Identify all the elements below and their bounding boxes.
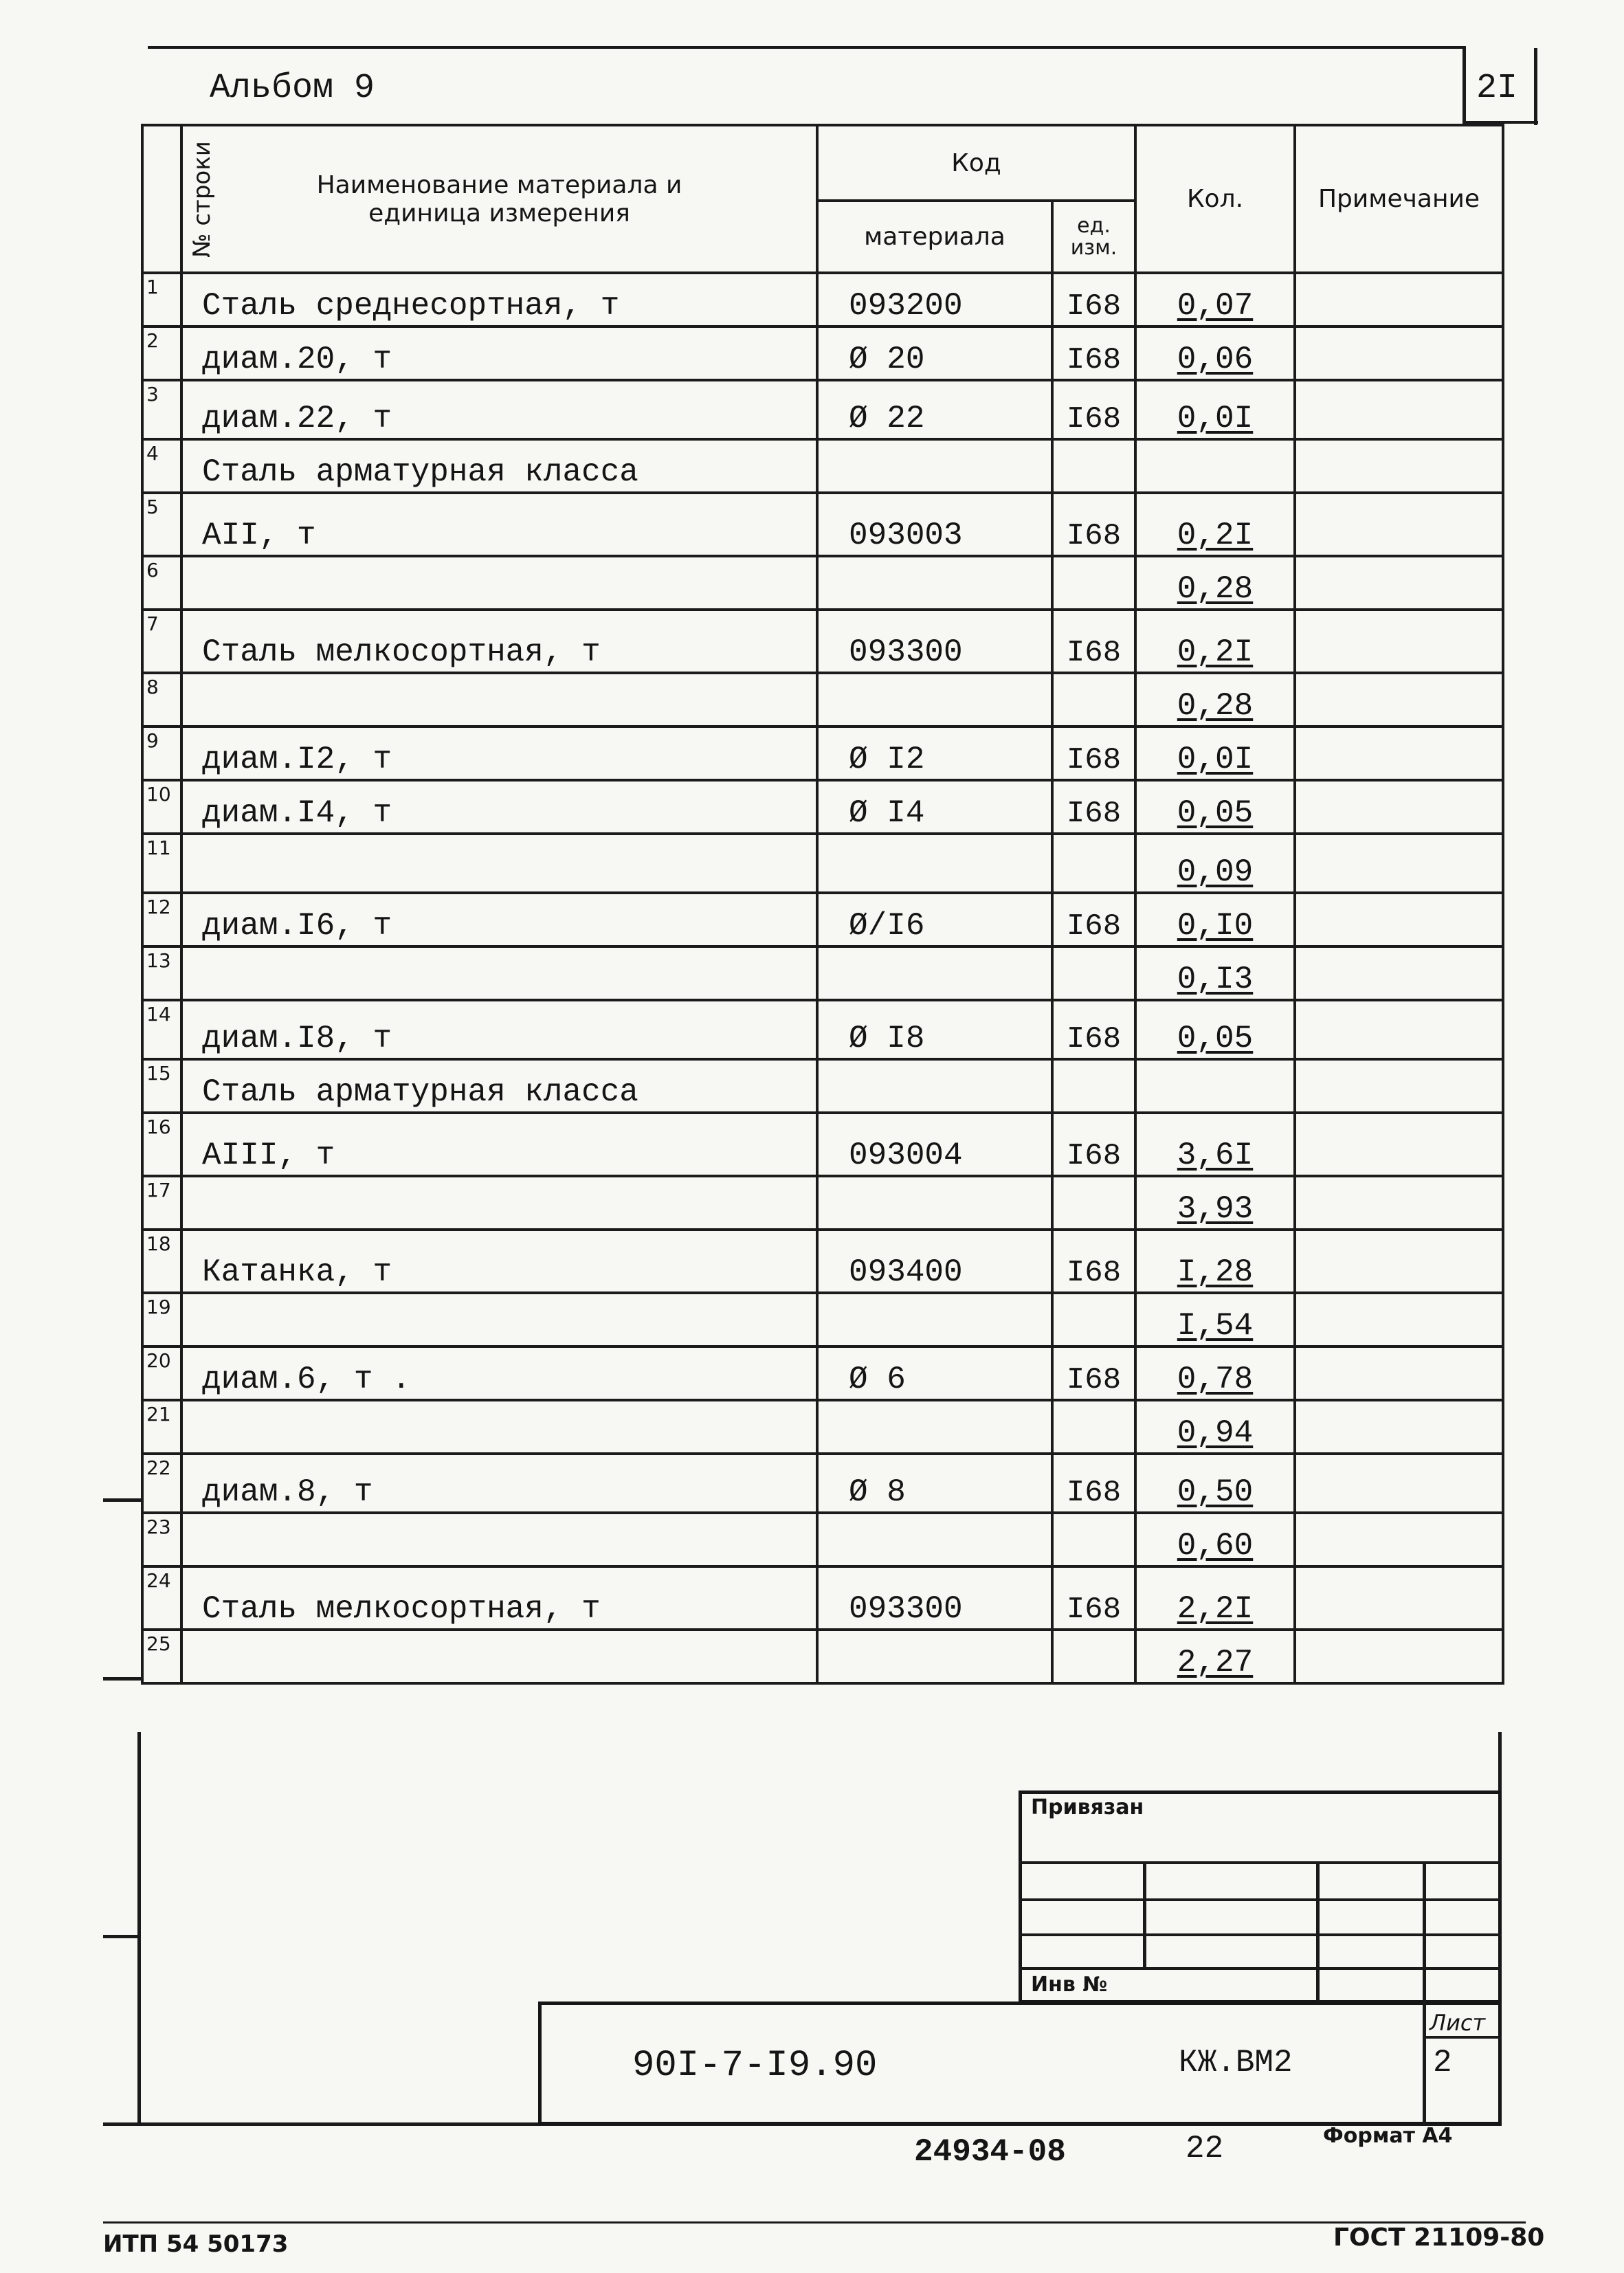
material-code [817, 556, 1052, 610]
row-number: 11 [142, 834, 181, 893]
note [1295, 1346, 1503, 1400]
quantity: I,28 [1135, 1230, 1295, 1293]
material-name [181, 1513, 817, 1566]
material-name: Катанка, т [181, 1230, 817, 1293]
sheet-label: Лист [1430, 2010, 1486, 2036]
note [1295, 1630, 1503, 1683]
table-row [142, 1059, 1503, 1113]
material-code [817, 1513, 1052, 1566]
page-index: 22 [1186, 2131, 1224, 2166]
quantity: 0,94 [1135, 1400, 1295, 1454]
unit-code [1052, 1630, 1135, 1683]
material-name [181, 946, 817, 1000]
col-header-code-unit: ед. изм. [1052, 201, 1135, 273]
unit-code: I68 [1052, 380, 1135, 439]
top-rule [148, 46, 1462, 49]
quantity [1135, 439, 1295, 493]
row-number: 19 [142, 1293, 181, 1346]
material-name: Сталь арматурная класса [181, 439, 817, 493]
unit-code: I68 [1052, 610, 1135, 673]
material-code [817, 1400, 1052, 1454]
material-code [817, 439, 1052, 493]
quantity: 0,06 [1135, 326, 1295, 380]
unit-code [1052, 1400, 1135, 1454]
table-row [142, 1454, 1503, 1513]
quantity: 0,60 [1135, 1513, 1295, 1566]
unit-code: I68 [1052, 780, 1135, 834]
unit-code [1052, 1293, 1135, 1346]
quantity: I,54 [1135, 1293, 1295, 1346]
note [1295, 1566, 1503, 1630]
unit-code: I68 [1052, 1113, 1135, 1176]
table-row [142, 1400, 1503, 1454]
unit-code [1052, 439, 1135, 493]
table-row [142, 326, 1503, 380]
material-code: 093300 [817, 610, 1052, 673]
material-name: диам.6, т . [181, 1346, 817, 1400]
note [1295, 1059, 1503, 1113]
row-number: 3 [142, 380, 181, 439]
inventory-label: Инв № [1031, 1973, 1108, 1997]
note [1295, 834, 1503, 893]
note [1295, 380, 1503, 439]
row-number: 10 [142, 780, 181, 834]
sheet-label-rule [1423, 2036, 1502, 2039]
note [1295, 1000, 1503, 1059]
col-header-qty: Кол. [1135, 125, 1295, 273]
binding-grid-line [1019, 1967, 1502, 1970]
material-code: Ø I2 [817, 727, 1052, 780]
col-header-name: Наименование материала и единица измерения [181, 125, 817, 273]
unit-code: I68 [1052, 1346, 1135, 1400]
row-number: 18 [142, 1230, 181, 1293]
format-label: Формат А4 [1323, 2124, 1453, 2148]
quantity: 3,6I [1135, 1113, 1295, 1176]
note [1295, 946, 1503, 1000]
material-name: диам.20, т [181, 326, 817, 380]
unit-code [1052, 1059, 1135, 1113]
row-number: 21 [142, 1400, 181, 1454]
material-name [181, 1400, 817, 1454]
material-code [817, 1630, 1052, 1683]
unit-code [1052, 556, 1135, 610]
quantity: 0,50 [1135, 1454, 1295, 1513]
unit-code: I68 [1052, 1566, 1135, 1630]
footer-rule [103, 2221, 1526, 2224]
unit-code: I68 [1052, 1000, 1135, 1059]
col-header-code: Код [817, 125, 1135, 201]
material-name: Сталь мелкосортная, т [181, 610, 817, 673]
unit-code [1052, 834, 1135, 893]
quantity: 0,28 [1135, 673, 1295, 727]
material-name: АII, т [181, 493, 817, 556]
table-row [142, 273, 1503, 326]
printer-code: ИТП 54 50173 [103, 2230, 289, 2258]
row-number: 9 [142, 727, 181, 780]
binding-label: Привязан [1031, 1795, 1144, 1819]
note [1295, 1454, 1503, 1513]
material-name: диам.I8, т [181, 1000, 817, 1059]
unit-code [1052, 946, 1135, 1000]
row-number: 1 [142, 273, 181, 326]
quantity: 0,05 [1135, 1000, 1295, 1059]
note [1295, 1113, 1503, 1176]
page-number-box-rule [1534, 48, 1537, 125]
note [1295, 780, 1503, 834]
note [1295, 493, 1503, 556]
unit-code: I68 [1052, 326, 1135, 380]
table-row [142, 1176, 1503, 1230]
material-code: Ø 22 [817, 380, 1052, 439]
material-name [181, 556, 817, 610]
table-row [142, 1230, 1503, 1293]
row-number: 8 [142, 673, 181, 727]
unit-code: I68 [1052, 273, 1135, 326]
quantity: 0,2I [1135, 493, 1295, 556]
material-name [181, 673, 817, 727]
quantity [1135, 1059, 1295, 1113]
material-code: Ø I8 [817, 1000, 1052, 1059]
row-number: 22 [142, 1454, 181, 1513]
row-number: 2 [142, 326, 181, 380]
col-header-code-material: материала [817, 201, 1052, 273]
album-title: Альбом 9 [210, 69, 375, 108]
note [1295, 1293, 1503, 1346]
note [1295, 326, 1503, 380]
material-name: диам.I6, т [181, 893, 817, 946]
material-code: 093400 [817, 1230, 1052, 1293]
binding-grid-line [1019, 1933, 1502, 1936]
sheet-number: 2 [1433, 2045, 1452, 2081]
row-number: 24 [142, 1566, 181, 1630]
table-row [142, 1000, 1503, 1059]
note [1295, 1230, 1503, 1293]
table-row [142, 727, 1503, 780]
material-code [817, 834, 1052, 893]
binding-grid-line [1019, 1861, 1502, 1864]
frame-left-rule [137, 1732, 141, 2124]
table-row [142, 946, 1503, 1000]
document-code: 90I-7-I9.90 [632, 2045, 878, 2087]
row-number: 6 [142, 556, 181, 610]
material-code: Ø 20 [817, 326, 1052, 380]
row-number: 5 [142, 493, 181, 556]
material-code: Ø/I6 [817, 893, 1052, 946]
row-number: 25 [142, 1630, 181, 1683]
material-name [181, 1176, 817, 1230]
table-row [142, 493, 1503, 556]
note [1295, 610, 1503, 673]
material-name [181, 1293, 817, 1346]
binding-stamp [1019, 1790, 1502, 2004]
table-row [142, 1513, 1503, 1566]
material-code: Ø 6 [817, 1346, 1052, 1400]
quantity: 0,05 [1135, 780, 1295, 834]
unit-code [1052, 1176, 1135, 1230]
table-row [142, 1566, 1503, 1630]
material-name: диам.I4, т [181, 780, 817, 834]
unit-code [1052, 673, 1135, 727]
table-row [142, 439, 1503, 493]
unit-code: I68 [1052, 727, 1135, 780]
binding-grid-col [1316, 1861, 1320, 2004]
table-row [142, 1630, 1503, 1683]
material-code: Ø 8 [817, 1454, 1052, 1513]
material-name: Сталь мелкосортная, т [181, 1566, 817, 1630]
material-name: АIII, т [181, 1113, 817, 1176]
material-name: диам.I2, т [181, 727, 817, 780]
quantity: 2,2I [1135, 1566, 1295, 1630]
margin-tick [103, 1935, 141, 1938]
table-row [142, 893, 1503, 946]
unit-code: I68 [1052, 893, 1135, 946]
row-number: 20 [142, 1346, 181, 1400]
row-number: 15 [142, 1059, 181, 1113]
row-number: 14 [142, 1000, 181, 1059]
unit-code: I68 [1052, 493, 1135, 556]
table-row [142, 610, 1503, 673]
row-number: 7 [142, 610, 181, 673]
table-row [142, 780, 1503, 834]
margin-tick [103, 1677, 141, 1681]
quantity: 0,28 [1135, 556, 1295, 610]
material-code: 093300 [817, 1566, 1052, 1630]
material-name: Сталь арматурная класса [181, 1059, 817, 1113]
material-code [817, 946, 1052, 1000]
table-row [142, 1293, 1503, 1346]
row-number: 23 [142, 1513, 181, 1566]
quantity: 0,I0 [1135, 893, 1295, 946]
unit-code [1052, 1513, 1135, 1566]
material-code: 093004 [817, 1113, 1052, 1176]
quantity: 0,0I [1135, 727, 1295, 780]
quantity: 0,07 [1135, 273, 1295, 326]
sheet-column-rule [1423, 2002, 1426, 2125]
material-name: Сталь среднесортная, т [181, 273, 817, 326]
material-code: Ø I4 [817, 780, 1052, 834]
table-row [142, 673, 1503, 727]
note [1295, 893, 1503, 946]
note [1295, 1513, 1503, 1566]
quantity: 0,78 [1135, 1346, 1295, 1400]
row-number: 4 [142, 439, 181, 493]
note [1295, 273, 1503, 326]
unit-code: I68 [1052, 1454, 1135, 1513]
row-number: 13 [142, 946, 181, 1000]
material-name [181, 1630, 817, 1683]
note [1295, 556, 1503, 610]
note [1295, 1176, 1503, 1230]
col-header-note: Примечание [1295, 125, 1503, 273]
material-code: 093200 [817, 273, 1052, 326]
row-number: 16 [142, 1113, 181, 1176]
quantity: 2,27 [1135, 1630, 1295, 1683]
binding-grid-col [1143, 1861, 1146, 1969]
quantity: 0,I3 [1135, 946, 1295, 1000]
note [1295, 1400, 1503, 1454]
material-code [817, 1059, 1052, 1113]
materials-table-body [142, 273, 1503, 1683]
materials-table [141, 124, 1504, 1685]
binding-grid-line [1019, 1898, 1502, 1901]
table-row [142, 556, 1503, 610]
margin-tick [103, 1498, 141, 1502]
note [1295, 673, 1503, 727]
material-name [181, 834, 817, 893]
table-row [142, 834, 1503, 893]
note [1295, 439, 1503, 493]
material-code: 093003 [817, 493, 1052, 556]
row-number: 17 [142, 1176, 181, 1230]
row-number: 12 [142, 893, 181, 946]
binding-grid-col [1423, 1861, 1426, 2004]
archive-number: 24934-08 [914, 2134, 1066, 2170]
top-right-rule [1462, 46, 1466, 125]
document-mark: КЖ.ВМ2 [1179, 2045, 1293, 2081]
page-number: 2I [1476, 69, 1518, 108]
table-row [142, 1346, 1503, 1400]
material-code [817, 673, 1052, 727]
col-header-row-no: № строки [142, 125, 181, 273]
note [1295, 727, 1503, 780]
quantity: 0,09 [1135, 834, 1295, 893]
material-code [817, 1293, 1052, 1346]
quantity: 3,93 [1135, 1176, 1295, 1230]
table-row [142, 1113, 1503, 1176]
quantity: 0,0I [1135, 380, 1295, 439]
table-row [142, 380, 1503, 439]
material-name: диам.22, т [181, 380, 817, 439]
quantity: 0,2I [1135, 610, 1295, 673]
material-name: диам.8, т [181, 1454, 817, 1513]
gost-reference: ГОСТ 21109-80 [1333, 2224, 1545, 2252]
unit-code: I68 [1052, 1230, 1135, 1293]
material-code [817, 1176, 1052, 1230]
